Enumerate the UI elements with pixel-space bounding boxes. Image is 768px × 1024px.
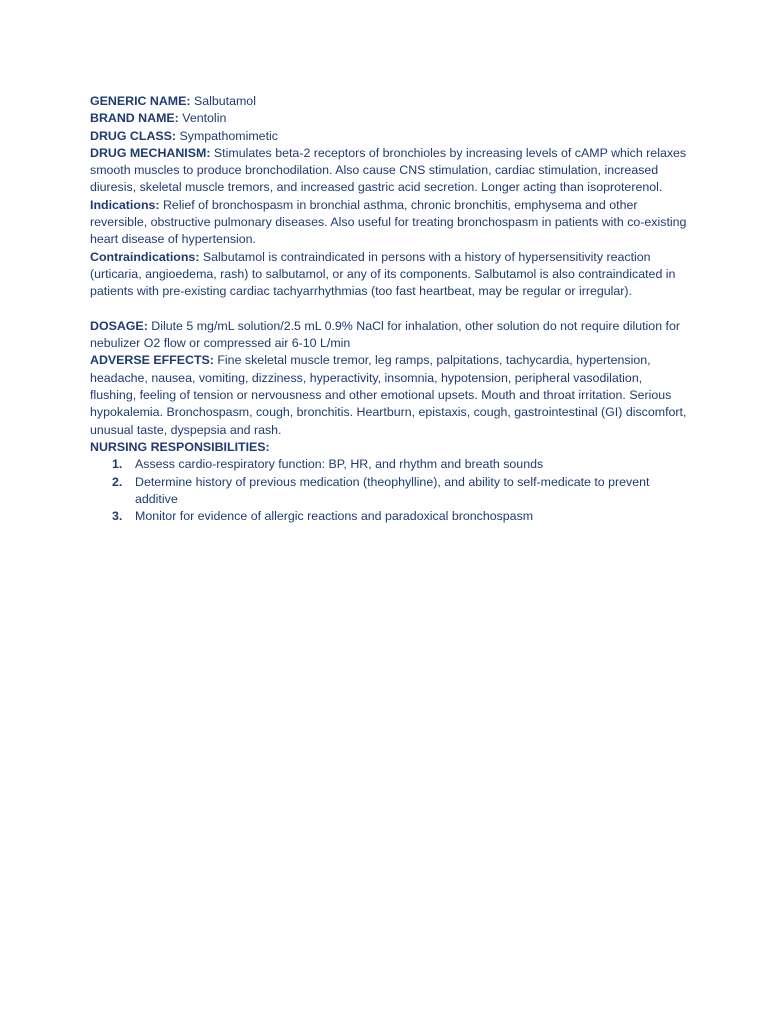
list-item-text: Monitor for evidence of allergic reactions and paradoxical bronchospasm — [135, 509, 534, 524]
brand-name-value: Ventolin — [178, 111, 227, 126]
drug-class-label: DRUG CLASS: — [90, 128, 177, 143]
adverse-effects-paragraph — [90, 352, 690, 438]
list-item — [90, 474, 690, 509]
indications-text: Relief of bronchospasm in bronchial asthma, chronic bronchitis, emphysema and other reversible, obstructive pulmonary diseases. Also useful for treating bronchospasm in patients with co-existing heart disease of hypertension. — [90, 197, 687, 247]
brand-name-label: BRAND NAME: — [90, 111, 179, 126]
list-item-number: 2. — [112, 474, 123, 489]
generic-name-line — [90, 93, 690, 110]
drug-mechanism-paragraph — [90, 145, 690, 197]
list-item — [90, 456, 690, 473]
indications-paragraph — [90, 197, 690, 249]
paragraph-spacer — [90, 301, 690, 318]
drug-class-line — [90, 128, 690, 145]
adverse-effects-text: Fine skeletal muscle tremor, leg ramps, palpitations, tachycardia, hypertension, headache, nausea, vomiting, dizziness, hyperactivity, insomnia, hypotension, peripheral vasodilation, flushing, feeling of tension or nervousness and other emotional upsets. Mouth and throat irritation. Serious hypokalemia. Bronchospasm, cough, bronchitis. Heartburn, epistaxis, cough, gastrointestinal (GI) discomfort, unusual taste, dyspepsia and rash. — [90, 353, 687, 437]
list-item — [90, 508, 690, 525]
list-item-text: Assess cardio-respiratory function: BP, HR, and rhythm and breath sounds — [135, 457, 544, 472]
contraindications-paragraph — [90, 249, 690, 301]
drug-mechanism-text: Stimulates beta-2 receptors of bronchioles by increasing levels of cAMP which relaxes smooth muscles to produce bronchodilation. Also cause CNS stimulation, cardiac stimulation, increased diuresis, skeletal muscle tremors, and increased gastric acid secretion. Longer acting than isoproterenol. — [90, 145, 687, 195]
drug-study-document — [90, 93, 690, 525]
drug-class-value: Sympathomimetic — [176, 128, 278, 143]
contraindications-label: Contraindications: — [90, 249, 200, 264]
nursing-responsibilities-heading: NURSING RESPONSIBILITIES: — [90, 439, 270, 454]
list-item-text: Determine history of previous medication (theophylline), and ability to self-medicate to prevent additive — [135, 474, 650, 506]
brand-name-line — [90, 110, 690, 127]
dosage-label: DOSAGE: — [90, 318, 148, 333]
dosage-text: Dilute 5 mg/mL solution/2.5 mL 0.9% NaCl for inhalation, other solution do not require dilution for nebulizer O2 flow or compressed air 6-10 L/min — [90, 318, 680, 351]
drug-mechanism-label: DRUG MECHANISM: — [90, 145, 211, 160]
adverse-effects-label: ADVERSE EFFECTS: — [90, 353, 214, 368]
dosage-paragraph — [90, 318, 690, 353]
list-item-number: 1. — [112, 457, 123, 472]
nursing-responsibilities-list — [90, 456, 690, 525]
generic-name-label: GENERIC NAME: — [90, 94, 191, 108]
generic-name-value: Salbutamol — [190, 94, 256, 108]
indications-label: Indications: — [90, 197, 160, 212]
list-item-number: 3. — [112, 509, 123, 524]
contraindications-text: Salbutamol is contraindicated in persons with a history of hypersensitivity reaction (urticaria, angioedema, rash) to salbutamol, or any of its components. Salbutamol is also contraindicated in patients with pre-existing cardiac tachyarrhythmias (too fast heartbeat, may be regular or irregular). — [90, 249, 676, 299]
